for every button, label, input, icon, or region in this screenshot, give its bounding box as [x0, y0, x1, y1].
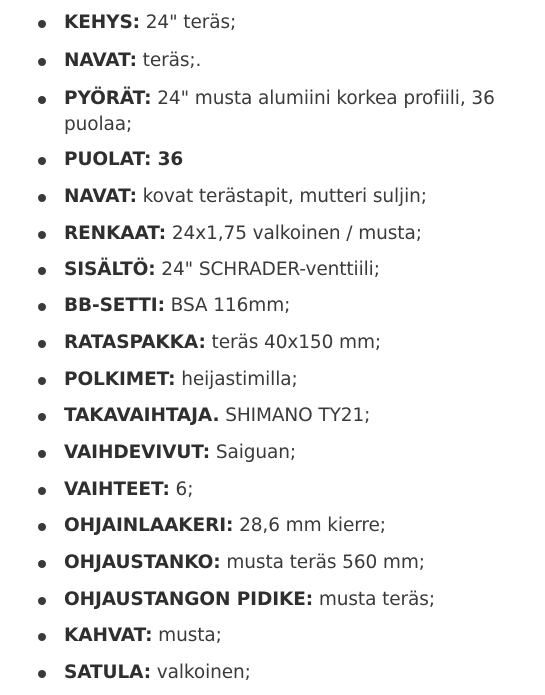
spec-value: 24x1,75 valkoinen / musta; — [166, 223, 422, 244]
spec-key: OHJAINLAAKERI: — [64, 515, 234, 536]
spec-value: kovat terästapit, mutteri suljin; — [136, 186, 427, 207]
bullet-icon — [38, 58, 46, 66]
bullet-icon — [38, 523, 46, 531]
bullet-icon — [38, 597, 46, 605]
spec-value: valkoinen; — [151, 662, 251, 683]
spec-value: BSA 116mm; — [164, 295, 291, 316]
spec-key: VAIHDEVIVUT: — [64, 442, 211, 463]
bullet-icon — [38, 413, 46, 421]
spec-key: OHJAUSTANGON PIDIKE: — [64, 589, 314, 610]
bullet-icon — [38, 96, 46, 104]
spec-value: 6; — [169, 479, 194, 500]
spec-key: PUOLAT: 36 — [64, 149, 184, 170]
spec-value: Saiguan; — [210, 442, 297, 463]
bullet-icon — [38, 267, 46, 275]
spec-key: SATULA: — [64, 662, 151, 683]
bullet-icon — [38, 487, 46, 495]
spec-value: musta; — [152, 625, 222, 646]
bullet-icon — [38, 340, 46, 348]
spec-value: 24" teräs; — [139, 12, 237, 33]
spec-key: KEHYS: — [64, 12, 140, 33]
bullet-icon — [38, 633, 46, 641]
spec-key: VAIHTEET: — [64, 479, 170, 500]
spec-value: 24" SCHRADER-venttiili; — [155, 259, 380, 280]
bullet-icon — [38, 231, 46, 239]
bullet-icon — [38, 377, 46, 385]
spec-value: teräs 40x150 mm; — [205, 332, 381, 353]
spec-key: RENKAAT: — [64, 223, 167, 244]
spec-key: NAVAT: — [64, 50, 137, 71]
spec-value: 24" musta alumiini korkea profiili, 36 puolaa; — [64, 88, 495, 135]
bullet-icon — [38, 670, 46, 678]
spec-key: OHJAUSTANKO: — [64, 552, 221, 573]
bullet-icon — [38, 194, 46, 202]
spec-value: teräs;. — [136, 50, 202, 71]
spec-key: SISÄLTÖ: — [64, 259, 156, 280]
spec-value: musta teräs; — [313, 589, 435, 610]
spec-key: NAVAT: — [64, 186, 137, 207]
spec-key: POLKIMET: — [64, 369, 176, 390]
spec-value: 28,6 mm kierre; — [233, 515, 386, 536]
bullet-icon — [38, 450, 46, 458]
spec-value: musta teräs 560 mm; — [220, 552, 425, 573]
bullet-icon — [38, 303, 46, 311]
spec-key: BB-SETTI: — [64, 295, 165, 316]
spec-value: SHIMANO TY21; — [219, 405, 371, 426]
spec-key: RATASPAKKA: — [64, 332, 206, 353]
bullet-icon — [38, 560, 46, 568]
spec-key: PYÖRÄT: — [64, 88, 152, 109]
spec-key: TAKAVAIHTAJA. — [64, 405, 220, 426]
spec-key: KAHVAT: — [64, 625, 153, 646]
spec-value: heijastimilla; — [175, 369, 298, 390]
bullet-icon — [38, 20, 46, 28]
bullet-icon — [38, 157, 46, 165]
